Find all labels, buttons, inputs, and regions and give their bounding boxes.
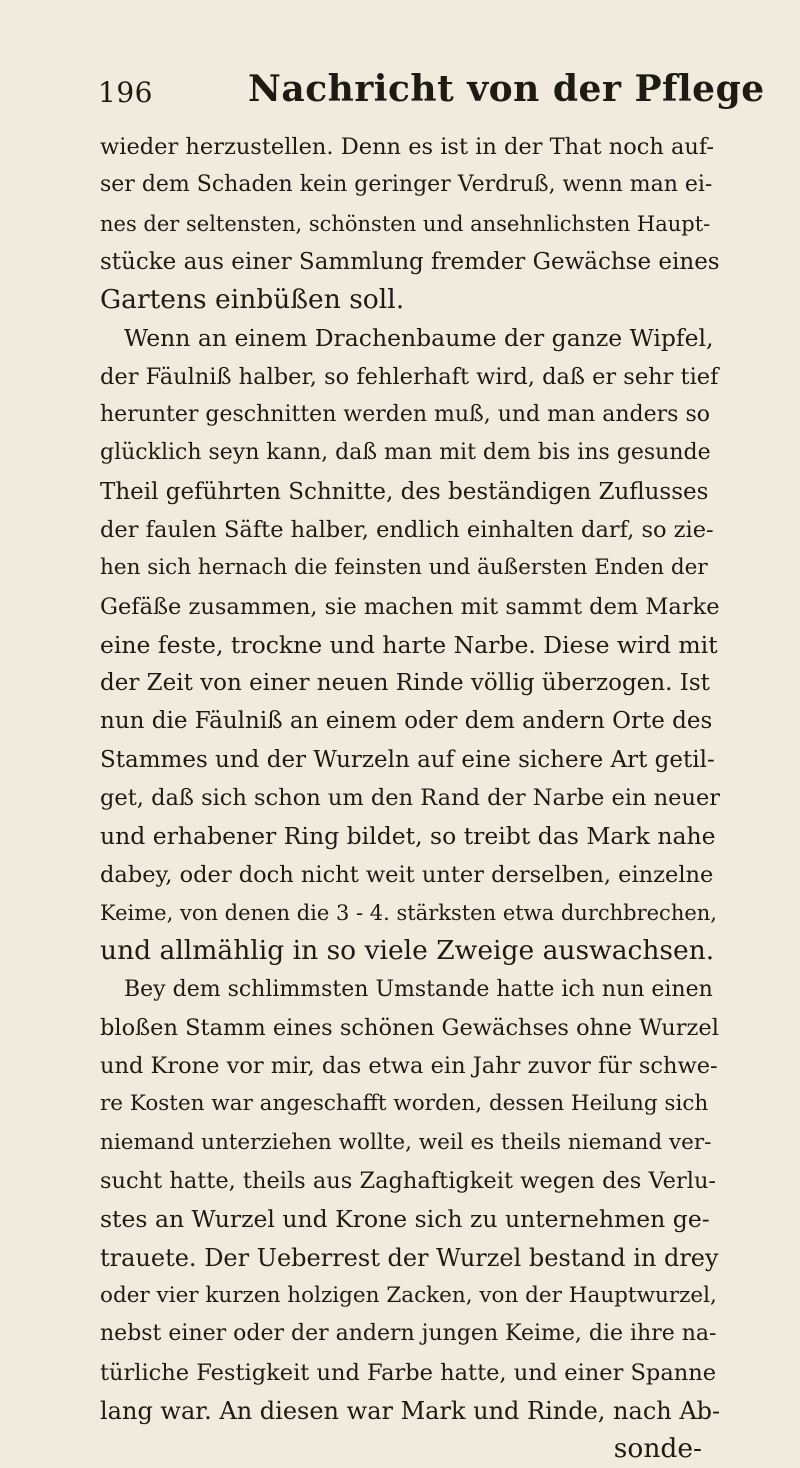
page-header bbox=[98, 68, 765, 116]
text-line: stes an Wurzel und Krone sich zu unternehmen ge- bbox=[100, 1205, 710, 1234]
text-line: eine feste, trockne und harte Narbe. Diese wird mit bbox=[100, 630, 718, 659]
text-line: nun die Fäulniß an einem oder dem andern Orte des bbox=[100, 708, 713, 735]
text-line: der Zeit von einer neuen Rinde völlig überzogen. Ist bbox=[100, 670, 710, 697]
text-line: Gefäße zusammen, sie machen mit sammt dem Marke bbox=[100, 593, 720, 620]
text-line: und erhabener Ring bildet, so treibt das Mark nahe bbox=[100, 822, 716, 851]
catchword: sonde- bbox=[613, 1433, 702, 1465]
text-line: Gartens einbüßen soll. bbox=[100, 284, 405, 316]
text-line: und Krone vor mir, das etwa ein Jahr zuvor für schwe- bbox=[100, 1053, 718, 1080]
body-text bbox=[100, 128, 720, 1468]
text-line: oder vier kurzen holzigen Zacken, von der Hauptwurzel, bbox=[100, 1282, 717, 1308]
paragraph-1 bbox=[100, 128, 720, 319]
text-line: get, daß sich schon um den Rand der Narbe ein neuer bbox=[100, 785, 720, 812]
text-line: trauete. Der Ueberrest der Wurzel bestand in drey bbox=[100, 1243, 719, 1272]
paragraph-3 bbox=[100, 971, 720, 1431]
text-line: niemand unterziehen wollte, weil es theils niemand ver- bbox=[100, 1129, 712, 1155]
paragraph-2 bbox=[100, 319, 720, 970]
text-line: Stammes und der Wurzeln auf eine sichere Art getil- bbox=[100, 746, 715, 773]
text-line: wieder herzustellen. Denn es ist in der That noch auf- bbox=[100, 134, 715, 160]
text-line: Keime, von denen die 3 - 4. stärksten etwa durchbrechen, bbox=[100, 900, 717, 925]
text-line: re Kosten war angeschafft worden, dessen Heilung sich bbox=[100, 1091, 709, 1117]
text-line: glücklich seyn kann, daß man mit dem bis ins gesunde bbox=[100, 440, 711, 466]
running-title: Nachricht von der Pflege bbox=[248, 68, 765, 110]
page-number: 196 bbox=[98, 76, 153, 109]
text-line: nebst einer oder der andern jungen Keime, die ihre na- bbox=[100, 1321, 717, 1347]
text-line: Theil geführten Schnitte, des beständigen Zuflusses bbox=[100, 478, 709, 505]
text-line: und allmählig in so viele Zweige auswachsen. bbox=[100, 935, 715, 967]
text-line: türliche Festigkeit und Farbe hatte, und einer Spanne bbox=[100, 1359, 717, 1386]
text-line: lang war. An diesen war Mark und Rinde, nach Ab- bbox=[100, 1396, 720, 1425]
text-line: dabey, oder doch nicht weit unter derselben, einzelne bbox=[100, 861, 714, 888]
text-line: sucht hatte, theils aus Zaghaftigkeit wegen des Verlu- bbox=[100, 1168, 717, 1195]
text-line: der Fäulniß halber, so fehlerhaft wird, daß er sehr tief bbox=[100, 363, 719, 390]
text-line: ser dem Schaden kein geringer Verdruß, wenn man ei- bbox=[100, 172, 713, 198]
text-line: Bey dem schlimmsten Umstande hatte ich nun einen bbox=[124, 976, 713, 1002]
text-line: stücke aus einer Sammlung fremder Gewächse eines bbox=[100, 248, 720, 275]
text-line: hen sich hernach die feinsten und äußersten Enden der bbox=[100, 555, 708, 581]
text-line: nes der seltensten, schönsten und ansehnlichsten Haupt- bbox=[100, 211, 711, 236]
text-line: Wenn an einem Drachenbaume der ganze Wipfel, bbox=[124, 324, 714, 353]
text-line: herunter geschnitten werden muß, und man anders so bbox=[100, 402, 710, 428]
text-line: bloßen Stamm eines schönen Gewächses ohne Wurzel bbox=[100, 1014, 719, 1041]
text-line: der faulen Säfte halber, endlich einhalten darf, so zie- bbox=[100, 516, 714, 543]
